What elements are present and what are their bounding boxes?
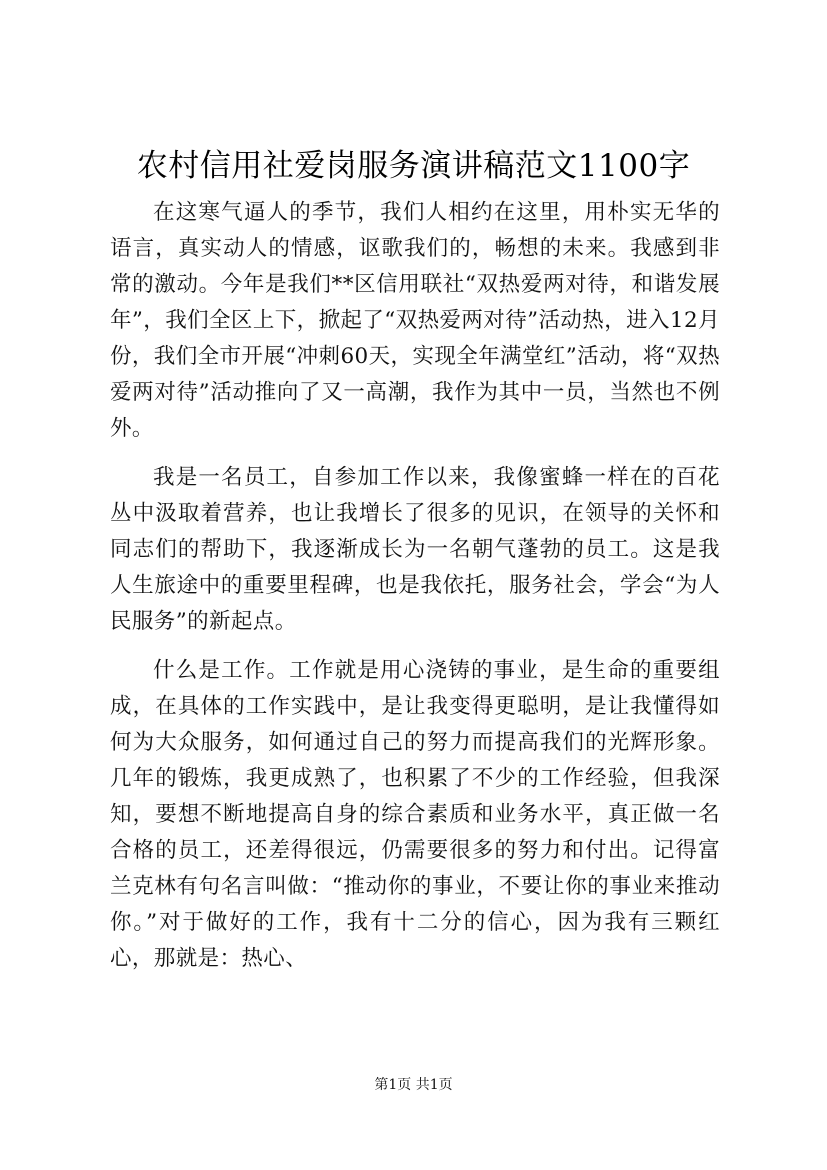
paragraph-2: 我是一名员工，自参加工作以来，我像蜜蜂一样在的百花丛中汲取着营养，也让我增长了很多的见识，在领导的关怀和同志们的帮助下，我逐渐成长为一名朝气蓬勃的员工。这是我人生旅途中的重要里程碑，也是我依托，服务社会，学会“为人民服务”的新起点。 bbox=[110, 465, 720, 634]
paragraph-1: 在这寒气逼人的季节，我们人相约在这里，用朴实无华的语言，真实动人的情感，讴歌我们的，畅想的未来。我感到非常的激动。今年是我们**区信用联社“双热爱两对待，和谐发展年”，我们全区上下，掀起了“双热爱两对待”活动热，进入12月份，我们全市开展“冲刺60天，实现全年满堂红”活动，将“双热爱两对待”活动推向了又一高潮，我作为其中一员，当然也不例外。 bbox=[110, 200, 720, 441]
document-body bbox=[110, 195, 720, 990]
document-title: 农村信用社爱岗服务演讲稿范文1100字 bbox=[136, 148, 691, 184]
page-footer: 第1页 共1页 bbox=[374, 1077, 453, 1093]
paragraph-3: 什么是工作。工作就是用心浇铸的事业，是生命的重要组成，在具体的工作实践中，是让我变得更聪明，是让我懂得如何为大众服务，如何通过自己的努力而提高我们的光辉形象。几年的锻炼，我更成熟了，也积累了不少的工作经验，但我深知，要想不断地提高自身的综合素质和业务水平，真正做一名合格的员工，还差得很远，仍需要很多的努力和付出。记得富兰克林有句名言叫做：“推动你的事业，不要让你的事业来推动你。”对于做好的工作，我有十二分的信心，因为我有三颗红心，那就是：热心、 bbox=[110, 658, 720, 971]
